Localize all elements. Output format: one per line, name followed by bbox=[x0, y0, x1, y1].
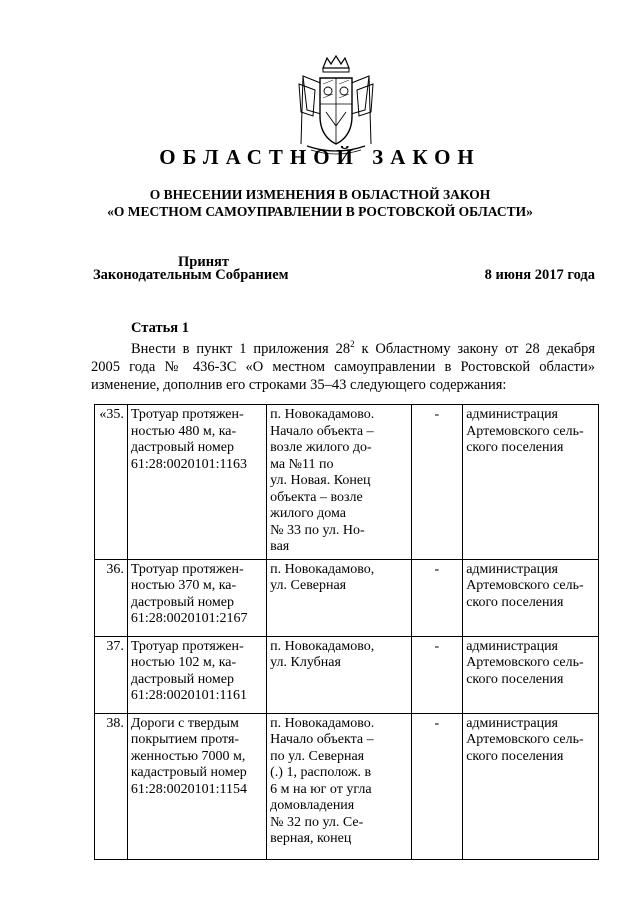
empty-value-dash: - bbox=[411, 636, 463, 713]
object-line: покрытием протя- bbox=[130, 732, 240, 747]
object-line: Тротуар протяжен- bbox=[130, 407, 244, 422]
location-line: ма №11 по bbox=[270, 456, 334, 472]
object-line: 61:28:0020101:2167 bbox=[130, 611, 248, 626]
location-line: (.) 1, располож. в bbox=[270, 765, 372, 780]
object-location bbox=[267, 559, 411, 636]
article-heading: Статья 1 bbox=[131, 320, 189, 336]
object-line: 61:28:0020101:1154 bbox=[130, 781, 247, 797]
administration-line: ского поселения bbox=[466, 748, 564, 764]
location-line: возле жилого до- bbox=[270, 440, 372, 455]
responsible-administration bbox=[463, 559, 599, 636]
paragraph-line-2: 2005 года № 436-ЗС «О местном самоуправлении в Ростовской области» bbox=[91, 359, 595, 375]
location-line: п. Новокадамово, bbox=[270, 561, 375, 577]
adopted-label: Принят bbox=[178, 254, 230, 270]
object-line: кадастровый номер bbox=[130, 765, 247, 780]
object-description bbox=[127, 559, 266, 636]
object-line: дастровый номер bbox=[130, 594, 234, 610]
location-line: п. Новокадамово. bbox=[270, 715, 375, 731]
location-line: 6 м на юг от угла bbox=[270, 781, 372, 797]
administration-line: Артемовского сель- bbox=[466, 732, 584, 747]
object-line: ностью 480 м, ка- bbox=[130, 423, 237, 439]
empty-value-dash: - bbox=[411, 713, 463, 859]
administration-line: администрация bbox=[466, 638, 559, 654]
administration-line: администрация bbox=[466, 561, 559, 577]
empty-value-dash: - bbox=[411, 559, 463, 636]
object-line: ностью 102 м, ка- bbox=[130, 655, 237, 670]
object-line: Дороги с твердым bbox=[130, 715, 239, 731]
location-line: п. Новокадамово, bbox=[270, 638, 375, 654]
administration-line: администрация bbox=[466, 407, 559, 422]
law-title: ОБЛАСТНОЙ ЗАКОН bbox=[159, 145, 481, 169]
administration-line: ского поселения bbox=[466, 671, 564, 687]
responsible-administration bbox=[463, 713, 599, 859]
object-description bbox=[127, 405, 266, 560]
location-line: п. Новокадамово. bbox=[270, 407, 375, 422]
administration-line: Артемовского сель- bbox=[466, 578, 584, 593]
location-line: домовладения bbox=[270, 798, 355, 813]
responsible-administration bbox=[463, 636, 599, 713]
object-line: Тротуар протяжен- bbox=[130, 638, 244, 654]
location-line: № 32 по ул. Се- bbox=[270, 814, 364, 830]
object-line: 61:28:0020101:1163 bbox=[130, 456, 247, 472]
object-line: 61:28:0020101:1161 bbox=[130, 688, 247, 703]
coat-of-arms-emblem bbox=[293, 54, 379, 158]
object-location bbox=[267, 636, 411, 713]
location-line: № 33 по ул. Но- bbox=[270, 522, 365, 538]
location-line: вая bbox=[270, 539, 290, 554]
adopted-by-assembly: Законодательным Собранием bbox=[93, 267, 289, 283]
location-line: верная, конец bbox=[270, 831, 352, 846]
location-line: ул. Северная bbox=[270, 578, 347, 593]
object-line: Тротуар протяжен- bbox=[130, 561, 244, 577]
responsible-administration bbox=[463, 405, 599, 560]
location-line: Начало объекта – bbox=[270, 423, 374, 439]
row-number: 38. bbox=[95, 713, 128, 859]
objects-table bbox=[94, 404, 599, 860]
location-line: жилого дома bbox=[270, 506, 347, 521]
administration-line: ского поселения bbox=[466, 594, 564, 610]
paragraph-line-3: изменение, дополнив его строками 35–43 следующего содержания: bbox=[91, 377, 507, 393]
law-subtitle-line-1: О ВНЕСЕНИИ ИЗМЕНЕНИЯ В ОБЛАСТНОЙ ЗАКОН bbox=[149, 187, 491, 202]
empty-value-dash: - bbox=[411, 405, 463, 560]
administration-line: Артемовского сель- bbox=[466, 655, 584, 670]
administration-line: Артемовского сель- bbox=[466, 423, 584, 439]
table-row bbox=[95, 636, 599, 713]
object-description bbox=[127, 636, 266, 713]
row-number: 36. bbox=[95, 559, 128, 636]
location-line: по ул. Северная bbox=[270, 748, 365, 764]
administration-line: ского поселения bbox=[466, 440, 564, 455]
table-row bbox=[95, 559, 599, 636]
object-line: ностью 370 м, ка- bbox=[130, 578, 237, 593]
table-row bbox=[95, 713, 599, 859]
law-subtitle-line-2: «О МЕСТНОМ САМОУПРАВЛЕНИИ В РОСТОВСКОЙ ОБЛАСТИ» bbox=[107, 204, 533, 219]
row-number: «35. bbox=[95, 405, 128, 560]
adoption-date: 8 июня 2017 года bbox=[484, 267, 595, 283]
paragraph-line-1: Внести в пункт 1 приложения $28^2$ к Областному закону от 28 декабря bbox=[131, 339, 595, 357]
object-line: дастровый номер bbox=[130, 671, 234, 687]
administration-line: администрация bbox=[466, 715, 559, 731]
article-paragraph bbox=[91, 340, 595, 394]
object-description bbox=[127, 713, 266, 859]
object-line: дастровый номер bbox=[130, 440, 234, 455]
location-line: объекта – возле bbox=[270, 489, 363, 505]
location-line: Начало объекта – bbox=[270, 732, 374, 747]
table-row bbox=[95, 405, 599, 560]
object-location bbox=[267, 405, 411, 560]
location-line: ул. Клубная bbox=[270, 655, 341, 670]
object-location bbox=[267, 713, 411, 859]
object-line: женностью 7000 м, bbox=[130, 748, 246, 764]
location-line: ул. Новая. Конец bbox=[270, 473, 371, 488]
row-number: 37. bbox=[95, 636, 128, 713]
